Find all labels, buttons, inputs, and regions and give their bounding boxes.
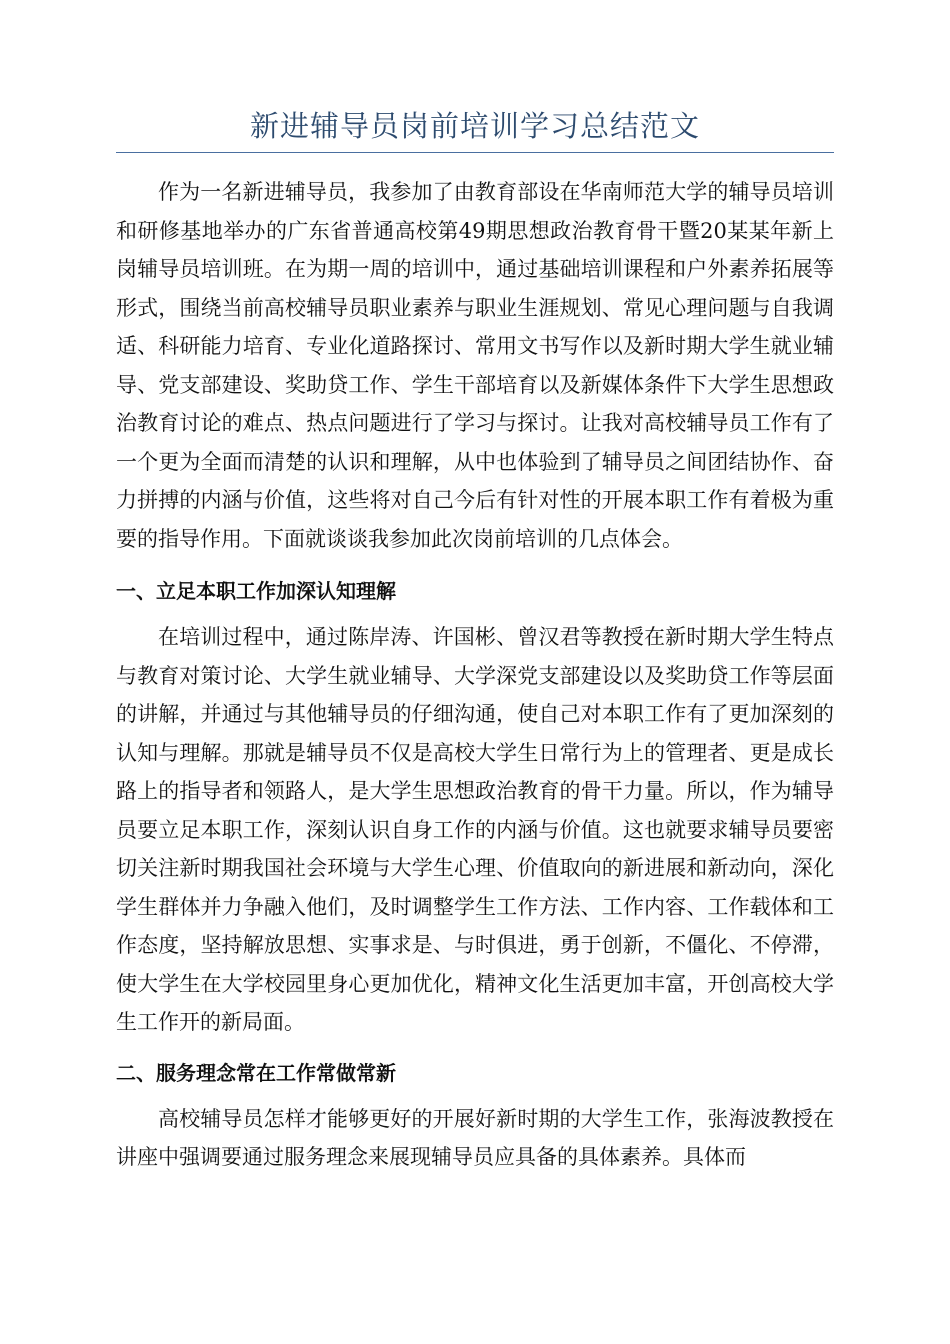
section-heading-2: 二、服务理念常在工作常做常新 bbox=[116, 1060, 396, 1085]
section-heading-1: 一、立足本职工作加深认知理解 bbox=[116, 579, 396, 603]
document-title: 新进辅导员岗前培训学习总结范文 bbox=[116, 105, 834, 153]
section-1-paragraph: 在培训过程中，通过陈岸涛、许国彬、曾汉君等教授在新时期大学生特点与教育对策讨论、大学生就业辅导、大学深党支部建设以及奖助贷工作等层面的讲解，并通过与其他辅导员的仔细沟通，使自己对本职工作有了更加深刻的认知与理解。那就是辅导员不仅是高校大学生日常行为上的管理者、更是成长路上的指导者和领路人，是大学生思想政治教育的骨干力量。所以，作为辅导员要立足本职工作，深刻认识自身工作的内涵与价值。这也就要求辅导员要密切关注新时期我国社会环境与大学生心理、价值取向的新进展和新动向，深化学生群体并力争融入他们，及时调整学生工作方法、工作内容、工作载体和工作态度，坚持解放思想、实事求是、与时俱进，勇于创新，不僵化、不停滞，使大学生在大学校园里身心更加优化，精神文化生活更加丰富，开创高校大学生工作开的新局面。 bbox=[116, 625, 834, 1034]
intro-paragraph: 作为一名新进辅导员，我参加了由教育部设在华南师范大学的辅导员培训和研修基地举办的广东省普通高校第49期思想政治教育骨干暨20某某年新上岗辅导员培训班。在为期一周的培训中，通过基础培训课程和户外素养拓展等形式，围绕当前高校辅导员职业素养与职业生涯规划、常见心理问题与自我调适、科研能力培育、专业化道路探讨、常用文书写作以及新时期大学生就业辅导、党支部建设、奖助贷工作、学生干部培育以及新媒体条件下大学生思想政治教育讨论的难点、热点问题进行了学习与探讨。让我对高校辅导员工作有了一个更为全面而清楚的认识和理解，从中也体验到了辅导员之间团结协作、奋力拼搏的内涵与价值，这些将对自己今后有针对性的开展本职工作有着极为重要的指导作用。下面就谈谈我参加此次岗前培训的几点体会。 bbox=[116, 180, 834, 551]
document-page bbox=[116, 105, 834, 1177]
section-2-paragraph: 高校辅导员怎样才能够更好的开展好新时期的大学生工作，张海波教授在讲座中强调要通过服务理念来展现辅导员应具备的具体素养。具体而 bbox=[116, 1106, 834, 1169]
